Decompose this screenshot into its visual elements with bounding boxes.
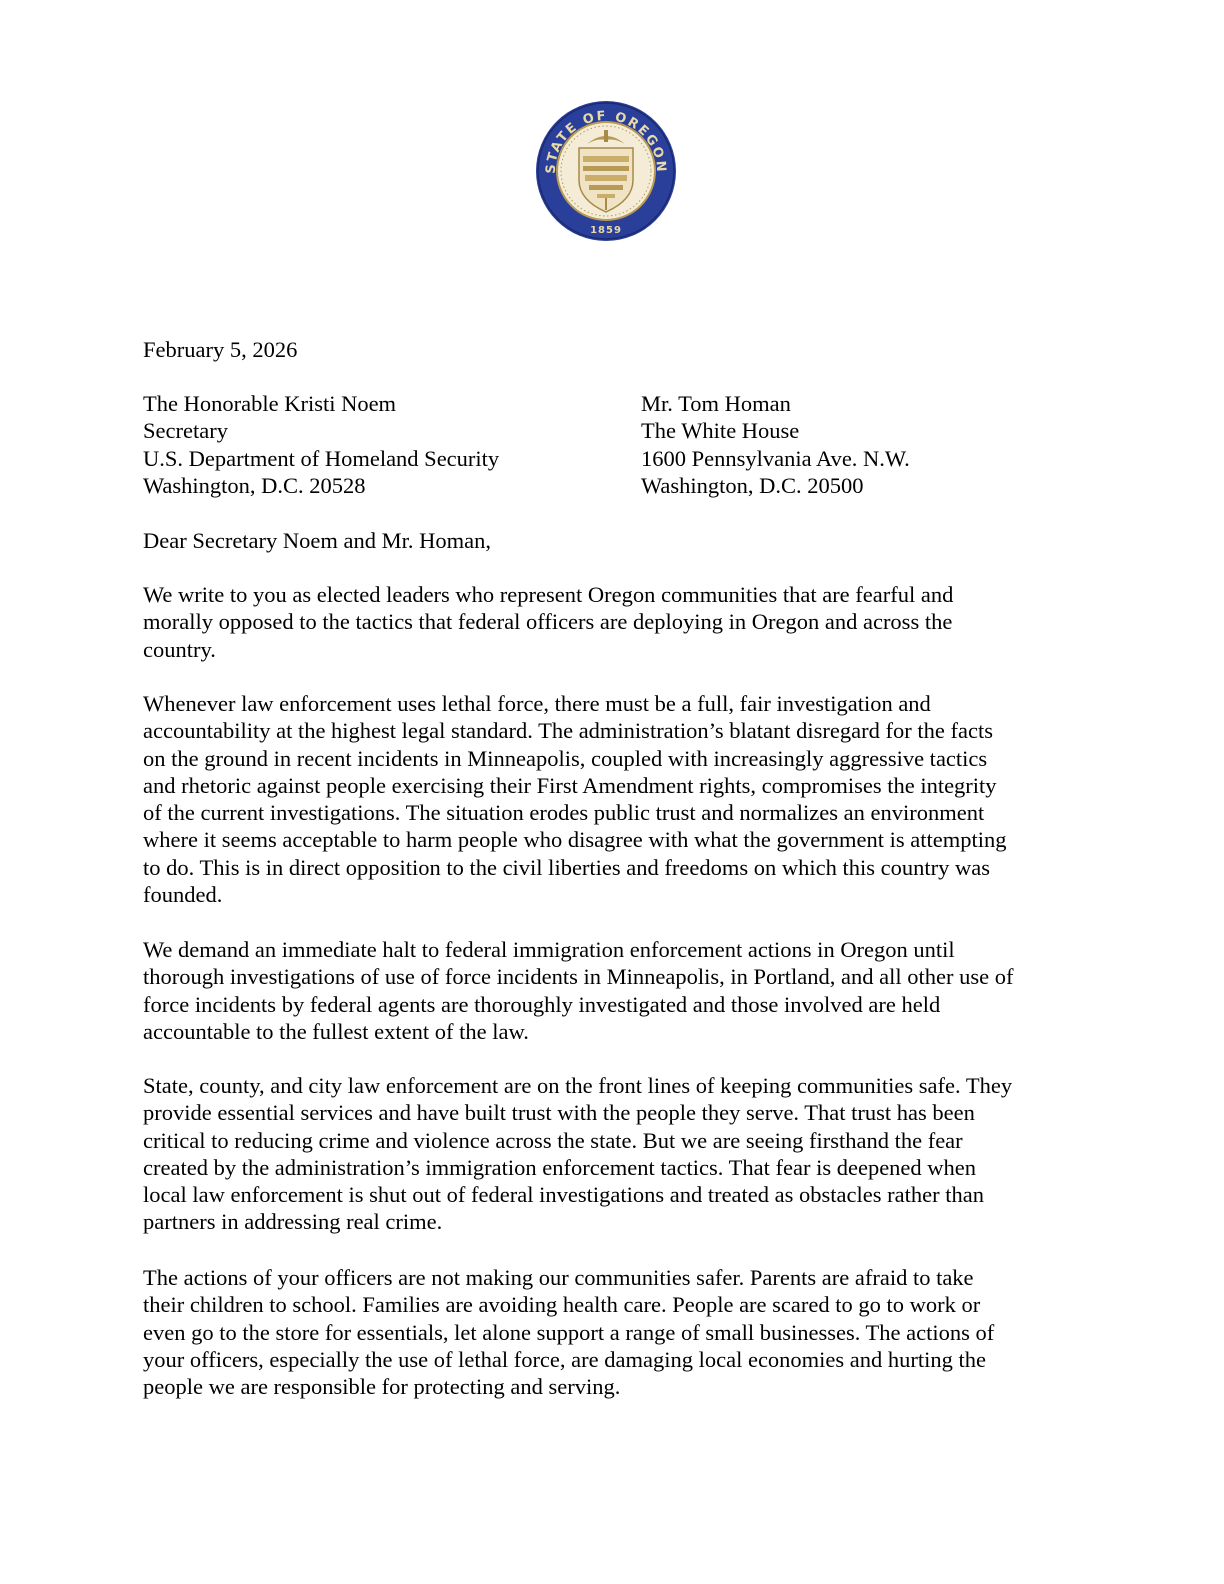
body-paragraph-1 — [143, 581, 1083, 663]
state-of-oregon-seal-icon — [535, 100, 677, 242]
paragraph-line: founded. — [143, 882, 223, 908]
paragraph-line: their children to school. Families are avoiding health care. People are scared to go to work or — [143, 1292, 981, 1318]
paragraph-line: We demand an immediate halt to federal immigration enforcement actions in Oregon until — [143, 937, 955, 962]
letter-date: February 5, 2026 — [143, 337, 298, 362]
body-paragraph-4 — [143, 1072, 1083, 1236]
paragraph-line: on the ground in recent incidents in Minneapolis, coupled with increasingly aggressive tactics — [143, 745, 988, 771]
paragraph-line: country. — [143, 636, 216, 662]
paragraph-line: The actions of your officers are not making our communities safer. Parents are afraid to take — [143, 1265, 974, 1290]
recipient-organization: The White House — [641, 418, 800, 444]
recipient-street: 1600 Pennsylvania Ave. N.W. — [641, 445, 910, 471]
paragraph-line: Whenever law enforcement uses lethal force, there must be a full, fair investigation and — [143, 691, 931, 716]
paragraph-line: created by the administration’s immigration enforcement tactics. That fear is deepened when — [143, 1154, 977, 1180]
paragraph-line: even go to the store for essentials, let alone support a range of small businesses. The actions of — [143, 1319, 995, 1345]
body-paragraph-5 — [143, 1264, 1083, 1400]
paragraph-line: your officers, especially the use of lethal force, are damaging local economies and hurting the — [143, 1346, 987, 1372]
paragraph-line: partners in addressing real crime. — [143, 1209, 443, 1235]
paragraph-line: accountable to the fullest extent of the law. — [143, 1018, 529, 1044]
recipient-organization: U.S. Department of Homeland Security — [143, 445, 500, 471]
salutation: Dear Secretary Noem and Mr. Homan, — [143, 528, 492, 553]
seal-year: 1859 — [590, 225, 622, 236]
recipient-name: Mr. Tom Homan — [641, 391, 791, 416]
paragraph-line: provide essential services and have built trust with the people they serve. That trust has been — [143, 1100, 975, 1126]
body-paragraph-2 — [143, 690, 1083, 908]
paragraph-line: accountability at the highest legal standard. The administration’s blatant disregard for the facts — [143, 718, 993, 744]
paragraph-line: morally opposed to the tactics that federal officers are deploying in Oregon and across the — [143, 609, 953, 635]
paragraph-line: force incidents by federal agents are thoroughly investigated and those involved are held — [143, 991, 941, 1017]
recipient-title: Secretary — [143, 418, 228, 444]
recipient-city: Washington, D.C. 20500 — [641, 472, 864, 498]
recipient-name: The Honorable Kristi Noem — [143, 391, 397, 416]
paragraph-line: to do. This is in direct opposition to the civil liberties and freedoms on which this country was — [143, 854, 990, 880]
paragraph-line: thorough investigations of use of force incidents in Minneapolis, in Portland, and all other use of — [143, 964, 1014, 990]
paragraph-line: critical to reducing crime and violence across the state. But we are seeing firsthand the fear — [143, 1127, 963, 1153]
seal-text-top: STATE OF OREGON — [543, 108, 669, 175]
body-paragraph-3 — [143, 936, 1083, 1045]
paragraph-line: and rhetoric against people exercising their First Amendment rights, compromises the integrity — [143, 772, 997, 798]
recipient-city: Washington, D.C. 20528 — [143, 472, 366, 498]
paragraph-line: State, county, and city law enforcement are on the front lines of keeping communities safe. They — [143, 1073, 1013, 1098]
recipient-address-white-house — [641, 390, 910, 499]
paragraph-line: local law enforcement is shut out of federal investigations and treated as obstacles rather than — [143, 1182, 984, 1208]
paragraph-line: people we are responsible for protecting and serving. — [143, 1374, 621, 1400]
paragraph-line: We write to you as elected leaders who represent Oregon communities that are fearful and — [143, 582, 954, 607]
paragraph-line: of the current investigations. The situation erodes public trust and normalizes an environment — [143, 800, 985, 826]
recipient-address-dhs — [143, 390, 499, 499]
paragraph-line: where it seems acceptable to harm people who disagree with what the government is attempting — [143, 827, 1007, 853]
